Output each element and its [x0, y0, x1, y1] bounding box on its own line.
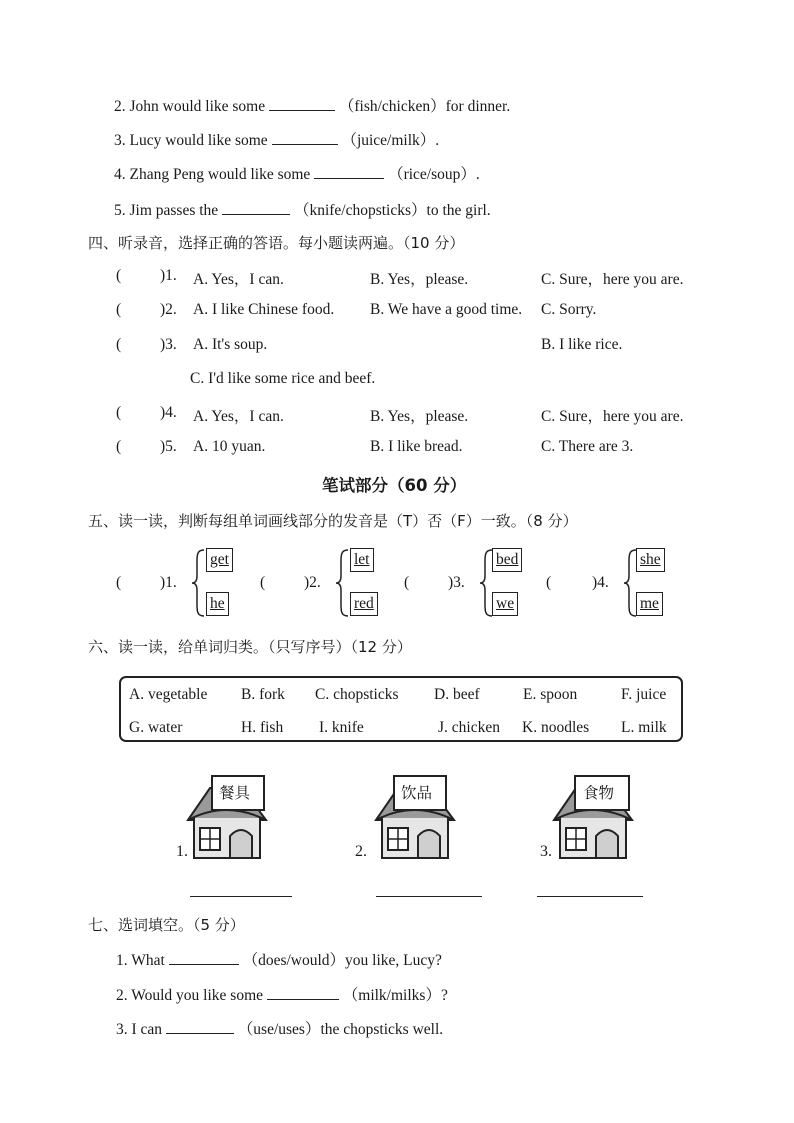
bank-word: C. chopsticks	[315, 686, 399, 703]
word-top: let	[350, 548, 374, 572]
question-number: )1.	[160, 267, 177, 284]
option-c: C. Sorry.	[541, 301, 597, 318]
answer-blank[interactable]	[269, 96, 335, 111]
house-number: 3.	[540, 843, 552, 860]
option-a: A. Yes，I can.	[193, 408, 284, 425]
item-options: （fish/chicken）for dinner.	[338, 98, 511, 115]
house-label: 饮品	[401, 784, 433, 802]
section5-heading: 五、读一读，判断每组单词画线部分的发音是（T）否（F）一致。（8 分）	[88, 512, 578, 530]
word-bottom: red	[350, 592, 378, 616]
answer-paren[interactable]: (	[116, 267, 122, 284]
answer-line[interactable]	[537, 896, 643, 897]
item-options: （does/would）you like, Lucy?	[242, 952, 442, 969]
item-text: Zhang Peng would like some	[129, 166, 311, 183]
item-number: 1.	[116, 952, 128, 969]
answer-paren[interactable]: (	[116, 574, 122, 591]
option-c: C. Sure，here you are.	[541, 271, 684, 288]
bank-word: I. knife	[319, 719, 364, 736]
option-b: B. Yes，please.	[370, 408, 469, 425]
answer-line[interactable]	[190, 896, 292, 897]
brace-icon	[334, 548, 350, 618]
answer-paren[interactable]: (	[546, 574, 552, 591]
answer-blank[interactable]	[166, 1019, 234, 1034]
option-a: A. I like Chinese food.	[193, 301, 335, 318]
option-a: A. Yes，I can.	[193, 271, 284, 288]
group-number: )3.	[448, 574, 465, 591]
item-number: 2.	[116, 987, 128, 1004]
s7-item-1	[116, 948, 442, 970]
item-options: （knife/chopsticks）to the girl.	[293, 202, 491, 219]
bank-word: B. fork	[241, 686, 285, 703]
answer-blank[interactable]	[272, 130, 338, 145]
brace-icon	[190, 548, 206, 618]
answer-paren[interactable]: (	[116, 404, 122, 421]
answer-blank[interactable]	[267, 985, 339, 1000]
answer-paren[interactable]: (	[116, 336, 122, 353]
answer-blank[interactable]	[314, 164, 384, 179]
word-bottom: me	[636, 592, 663, 616]
s7-item-2	[116, 983, 448, 1005]
option-a: A. It's soup.	[193, 336, 268, 353]
word-bottom: he	[206, 592, 229, 616]
house-label: 餐具	[219, 784, 251, 802]
item-number: 2.	[114, 98, 126, 115]
section4-heading: 四、听录音，选择正确的答语。每小题读两遍。（10 分）	[88, 234, 465, 252]
house-label: 食物	[583, 784, 615, 802]
p3-item-3	[114, 128, 439, 150]
item-text: Would you like some	[131, 987, 264, 1004]
word-bottom: we	[492, 592, 518, 616]
p3-item-5	[114, 198, 491, 220]
item-text: Lucy would like some	[129, 132, 268, 149]
item-options: （rice/soup）.	[388, 166, 480, 183]
answer-blank[interactable]	[222, 200, 290, 215]
item-number: 5.	[114, 202, 126, 219]
bank-word: D. beef	[434, 686, 480, 703]
answer-paren[interactable]: (	[116, 438, 122, 455]
section7-heading: 七、选词填空。（5 分）	[88, 916, 245, 934]
item-text: John would like some	[129, 98, 266, 115]
item-number: 4.	[114, 166, 126, 183]
item-text: I can	[131, 1021, 163, 1038]
house-number: 1.	[176, 843, 188, 860]
bank-word: F. juice	[621, 686, 667, 703]
group-number: )2.	[304, 574, 321, 591]
word-top: she	[636, 548, 665, 572]
option-c: C. I'd like some rice and beef.	[190, 370, 376, 387]
bank-word: G. water	[129, 719, 183, 736]
answer-line[interactable]	[376, 896, 482, 897]
item-options: （juice/milk）.	[341, 132, 440, 149]
item-options: （use/uses）the chopsticks well.	[237, 1021, 444, 1038]
group-number: )1.	[160, 574, 177, 591]
option-b: B. We have a good time.	[370, 301, 523, 318]
s7-item-3	[116, 1017, 443, 1039]
option-a: A. 10 yuan.	[193, 438, 266, 455]
option-b: B. I like rice.	[541, 336, 623, 353]
written-part-title: 笔试部分（60 分）	[322, 476, 467, 495]
bank-word: H. fish	[241, 719, 284, 736]
bank-word: J. chicken	[438, 719, 500, 736]
item-number: 3.	[116, 1021, 128, 1038]
question-number: )3.	[160, 336, 177, 353]
answer-paren[interactable]: (	[260, 574, 266, 591]
bank-word: A. vegetable	[129, 686, 208, 703]
item-options: （milk/milks）?	[342, 987, 448, 1004]
option-b: B. Yes，please.	[370, 271, 469, 288]
word-top: get	[206, 548, 233, 572]
option-b: B. I like bread.	[370, 438, 463, 455]
item-text: What	[131, 952, 165, 969]
word-top: bed	[492, 548, 522, 572]
option-c: C. Sure，here you are.	[541, 408, 684, 425]
bank-word: E. spoon	[523, 686, 578, 703]
answer-paren[interactable]: (	[404, 574, 410, 591]
answer-blank[interactable]	[169, 950, 239, 965]
group-number: )4.	[592, 574, 609, 591]
p3-item-4	[114, 162, 480, 184]
p3-item-2	[114, 94, 510, 116]
question-number: )4.	[160, 404, 177, 421]
item-text: Jim passes the	[129, 202, 219, 219]
bank-word: L. milk	[621, 719, 667, 736]
house-number: 2.	[355, 843, 367, 860]
item-number: 3.	[114, 132, 126, 149]
bank-word: K. noodles	[522, 719, 590, 736]
answer-paren[interactable]: (	[116, 301, 122, 318]
question-number: )5.	[160, 438, 177, 455]
option-c: C. There are 3.	[541, 438, 634, 455]
question-number: )2.	[160, 301, 177, 318]
section6-heading: 六、读一读，给单词归类。（只写序号）（12 分）	[88, 638, 412, 656]
word-bank	[119, 676, 683, 742]
